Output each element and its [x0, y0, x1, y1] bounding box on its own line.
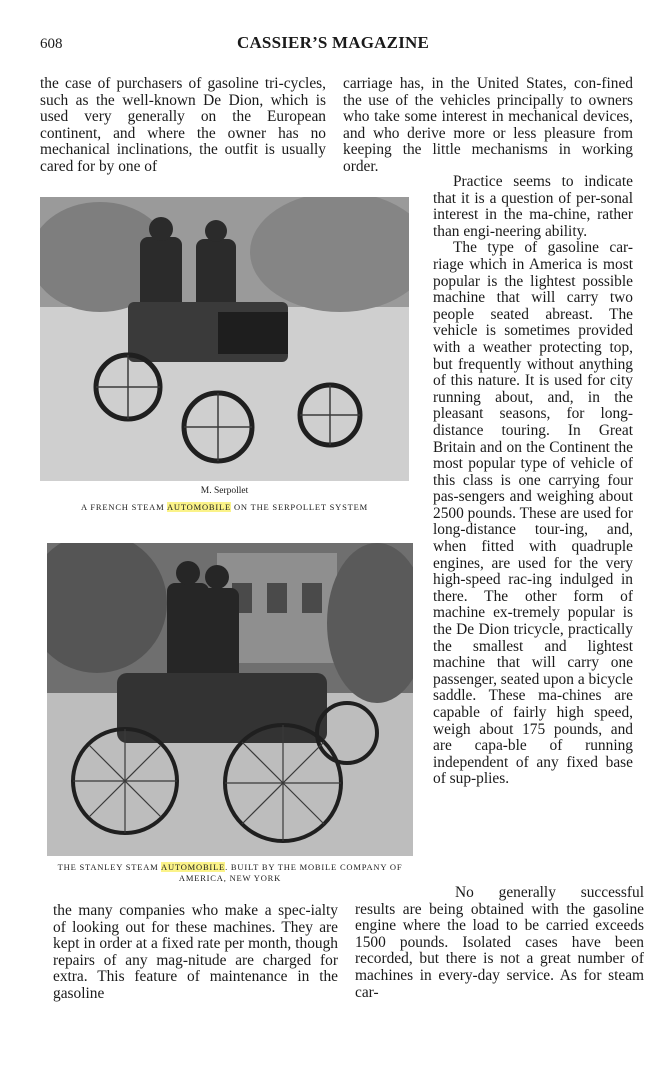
- running-head: CASSIER’S MAGAZINE: [236, 33, 430, 52]
- paragraph: No generally successful results are being obtained with the gasoline engine where the load to be carried exceeds 1500 pounds. Isolated cases have been recorded, but there is not a great number of machines in every-day service. As for steam car-: [355, 884, 644, 1001]
- paragraph: Practice seems to indicate that it is a question of per-sonal interest in the ma-chine, rather than engi-neering ability.: [433, 173, 633, 240]
- left-column-top-text: [40, 76, 326, 176]
- paragraph: The type of gasoline car-riage which in America is most popular is the lightest possible machine that will carry two people seated abreast. The vehicle is sometimes provided with a weather protecting top, but frequently without anything of this nature. It is used for city running about, and, in the pleasant seasons, for long-distance touring. In Great Britain and on the Continent the most popular type of vehicle of this class is one carrying four pas-sengers and weighing about 2500 pounds. These are used for long-distance tour-ing, and, when fitted with quadruple engines, are used for the very high-speed rac-ing indulged in there. The other form of machine ex-tremely popular is the De Dion tricycle, practically the smallest and lightest machine that will carry one passenger, seated upon a bicycle saddle. These ma-chines are capable of fairly high speed, weigh about 175 pounds, and are capa-ble of running independent of any fixed base of sup-plies.: [433, 239, 633, 788]
- stanley-automobile-photo: [47, 543, 413, 856]
- paragraph: carriage has, in the United States, con-fined the use of the vehicles principally to owners who take some interest in mechanical devices, and who derive more or less pleasure from keeping the little mechanisms in working order.: [343, 75, 633, 175]
- photo-credit: M. Serpollet: [200, 486, 249, 496]
- caption-text: A FRENCH STEAM: [81, 502, 165, 512]
- right-column-bottom-text: [355, 885, 644, 1001]
- paragraph: the case of purchasers of gasoline tri-cycles, such as the well-known De Dion, which is used very generally on the European continent, and where the owner has no mechanical inclinations, the outfit is usually cared for by one of: [40, 75, 326, 175]
- caption-text: ON THE SERPOLLET SYSTEM: [233, 502, 368, 512]
- caption-highlight: AUTOMOBILE: [161, 862, 226, 872]
- page-number: 608: [40, 36, 63, 52]
- right-column-middle-text: [433, 174, 633, 788]
- right-column-top-text: [343, 76, 633, 176]
- figure-caption: [47, 862, 413, 884]
- paragraph: the many companies who make a spec-ialty of looking out for these machines. They are kept in order at a fixed rate per month, though repairs of any mag-nitude are charged for extra. This feature of maintenance in the gasoline: [53, 902, 338, 1002]
- caption-text: . BUILT BY THE MOBILE COMPANY OF AMERICA, NEW YORK: [178, 862, 403, 883]
- caption-highlight: AUTOMOBILE: [166, 502, 231, 512]
- serpollet-automobile-photo: [40, 197, 409, 481]
- left-column-bottom-text: [53, 903, 338, 1003]
- figure-caption: [40, 502, 409, 513]
- caption-text: THE STANLEY STEAM: [57, 862, 159, 872]
